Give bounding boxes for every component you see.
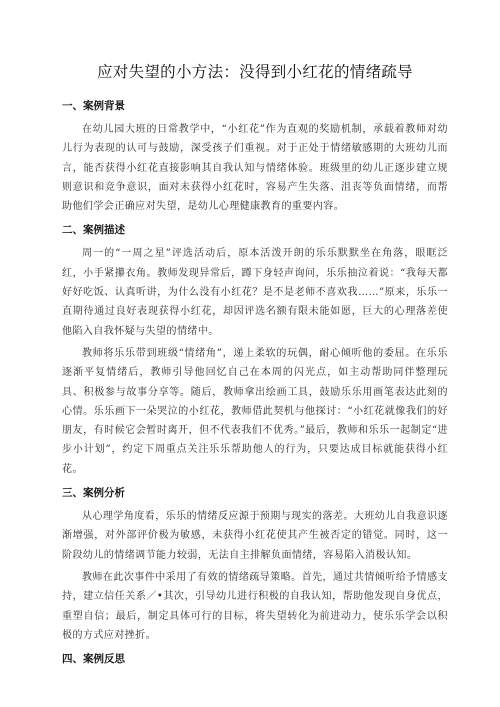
- document-title: 应对失望的小方法：没得到小红花的情绪疏导: [96, 63, 413, 81]
- section-analysis: [62, 486, 448, 645]
- section-description: [62, 223, 448, 479]
- section-reflection: [62, 652, 448, 666]
- paragraph: 在幼儿园大班的日常教学中，“小红花”作为直观的奖励机制，承载着教师对幼儿行为表现的认可与鼓励，深受孩子们重视。对于正处于情绪敏感期的大班幼儿而言，能否获得小红花直接影响其自我认知与情绪体验。班级里的幼儿正逐步建立规则意识和竞争意识，面对未获得小红花时，容易产生失落、沮丧等负面情绪，而帮助他们学会正确应对失望，是幼儿心理健康教育的重要内容。: [62, 124, 448, 213]
- paragraph: 教师将乐乐带到班级“情绪角”，递上柔软的玩偶，耐心倾听他的委屈。在乐乐逐渐平复情绪后，教师引导他回忆自己在本周的闪光点，如主动帮助同伴整理玩具、积极参与故事分享等。随后，教师拿出绘画工具，鼓励乐乐用画笔表达此刻的心情。乐乐画下一朵哭泣的小红花，教师借此契机与他探讨：“小红花就像我们的好朋友，有时候它会暂时离开，但不代表我们不优秀。”最后，教师和乐乐一起制定“进步小计划”，约定下周重点关注乐乐帮助他人的行为，只要达成目标就能获得小红花。: [62, 347, 448, 475]
- paragraph: 周一的“一周之星”评选活动后，原本活泼开朗的乐乐默默坐在角落，眼眶泛红，小手紧攥衣角。教师发现异常后，蹲下身轻声询问，乐乐抽泣着说：“我每天都好好吃饭、认真听讲，为什么没有小红花？是不是老师不喜欢我……”原来，乐乐一直期待通过良好表现获得小红花，却因评选名额有限未能如愿，巨大的心理落差使他陷入自我怀疑与失望的情绪中。: [62, 248, 448, 337]
- section-heading: 四、案例反思: [62, 653, 125, 666]
- paragraph: 教师在此次事件中采用了有效的情绪疏导策略。首先，通过共情倾听给予情感支持，建立信任关系／•其次，引导幼儿进行积极的自我认知，帮助他发现自身优点，重塑自信；最后，制定具体可行的目标，将失望转化为前进动力，使乐乐学会以积极的方式应对挫折。: [62, 571, 448, 641]
- section-heading: 二、案例描述: [62, 224, 125, 237]
- section-heading: 三、案例分析: [62, 487, 125, 500]
- paragraph: 从心理学角度看，乐乐的情绪反应源于预期与现实的落差。大班幼儿自我意识逐渐增强，对外部评价极为敏感，未获得小红花使其产生被否定的错觉。同时，这一阶段幼儿的情绪调节能力较弱，无法自主排解负面情绪，容易陷入消极认知。: [62, 511, 448, 561]
- section-background: [62, 99, 448, 216]
- section-heading: 一、案例背景: [62, 100, 125, 112]
